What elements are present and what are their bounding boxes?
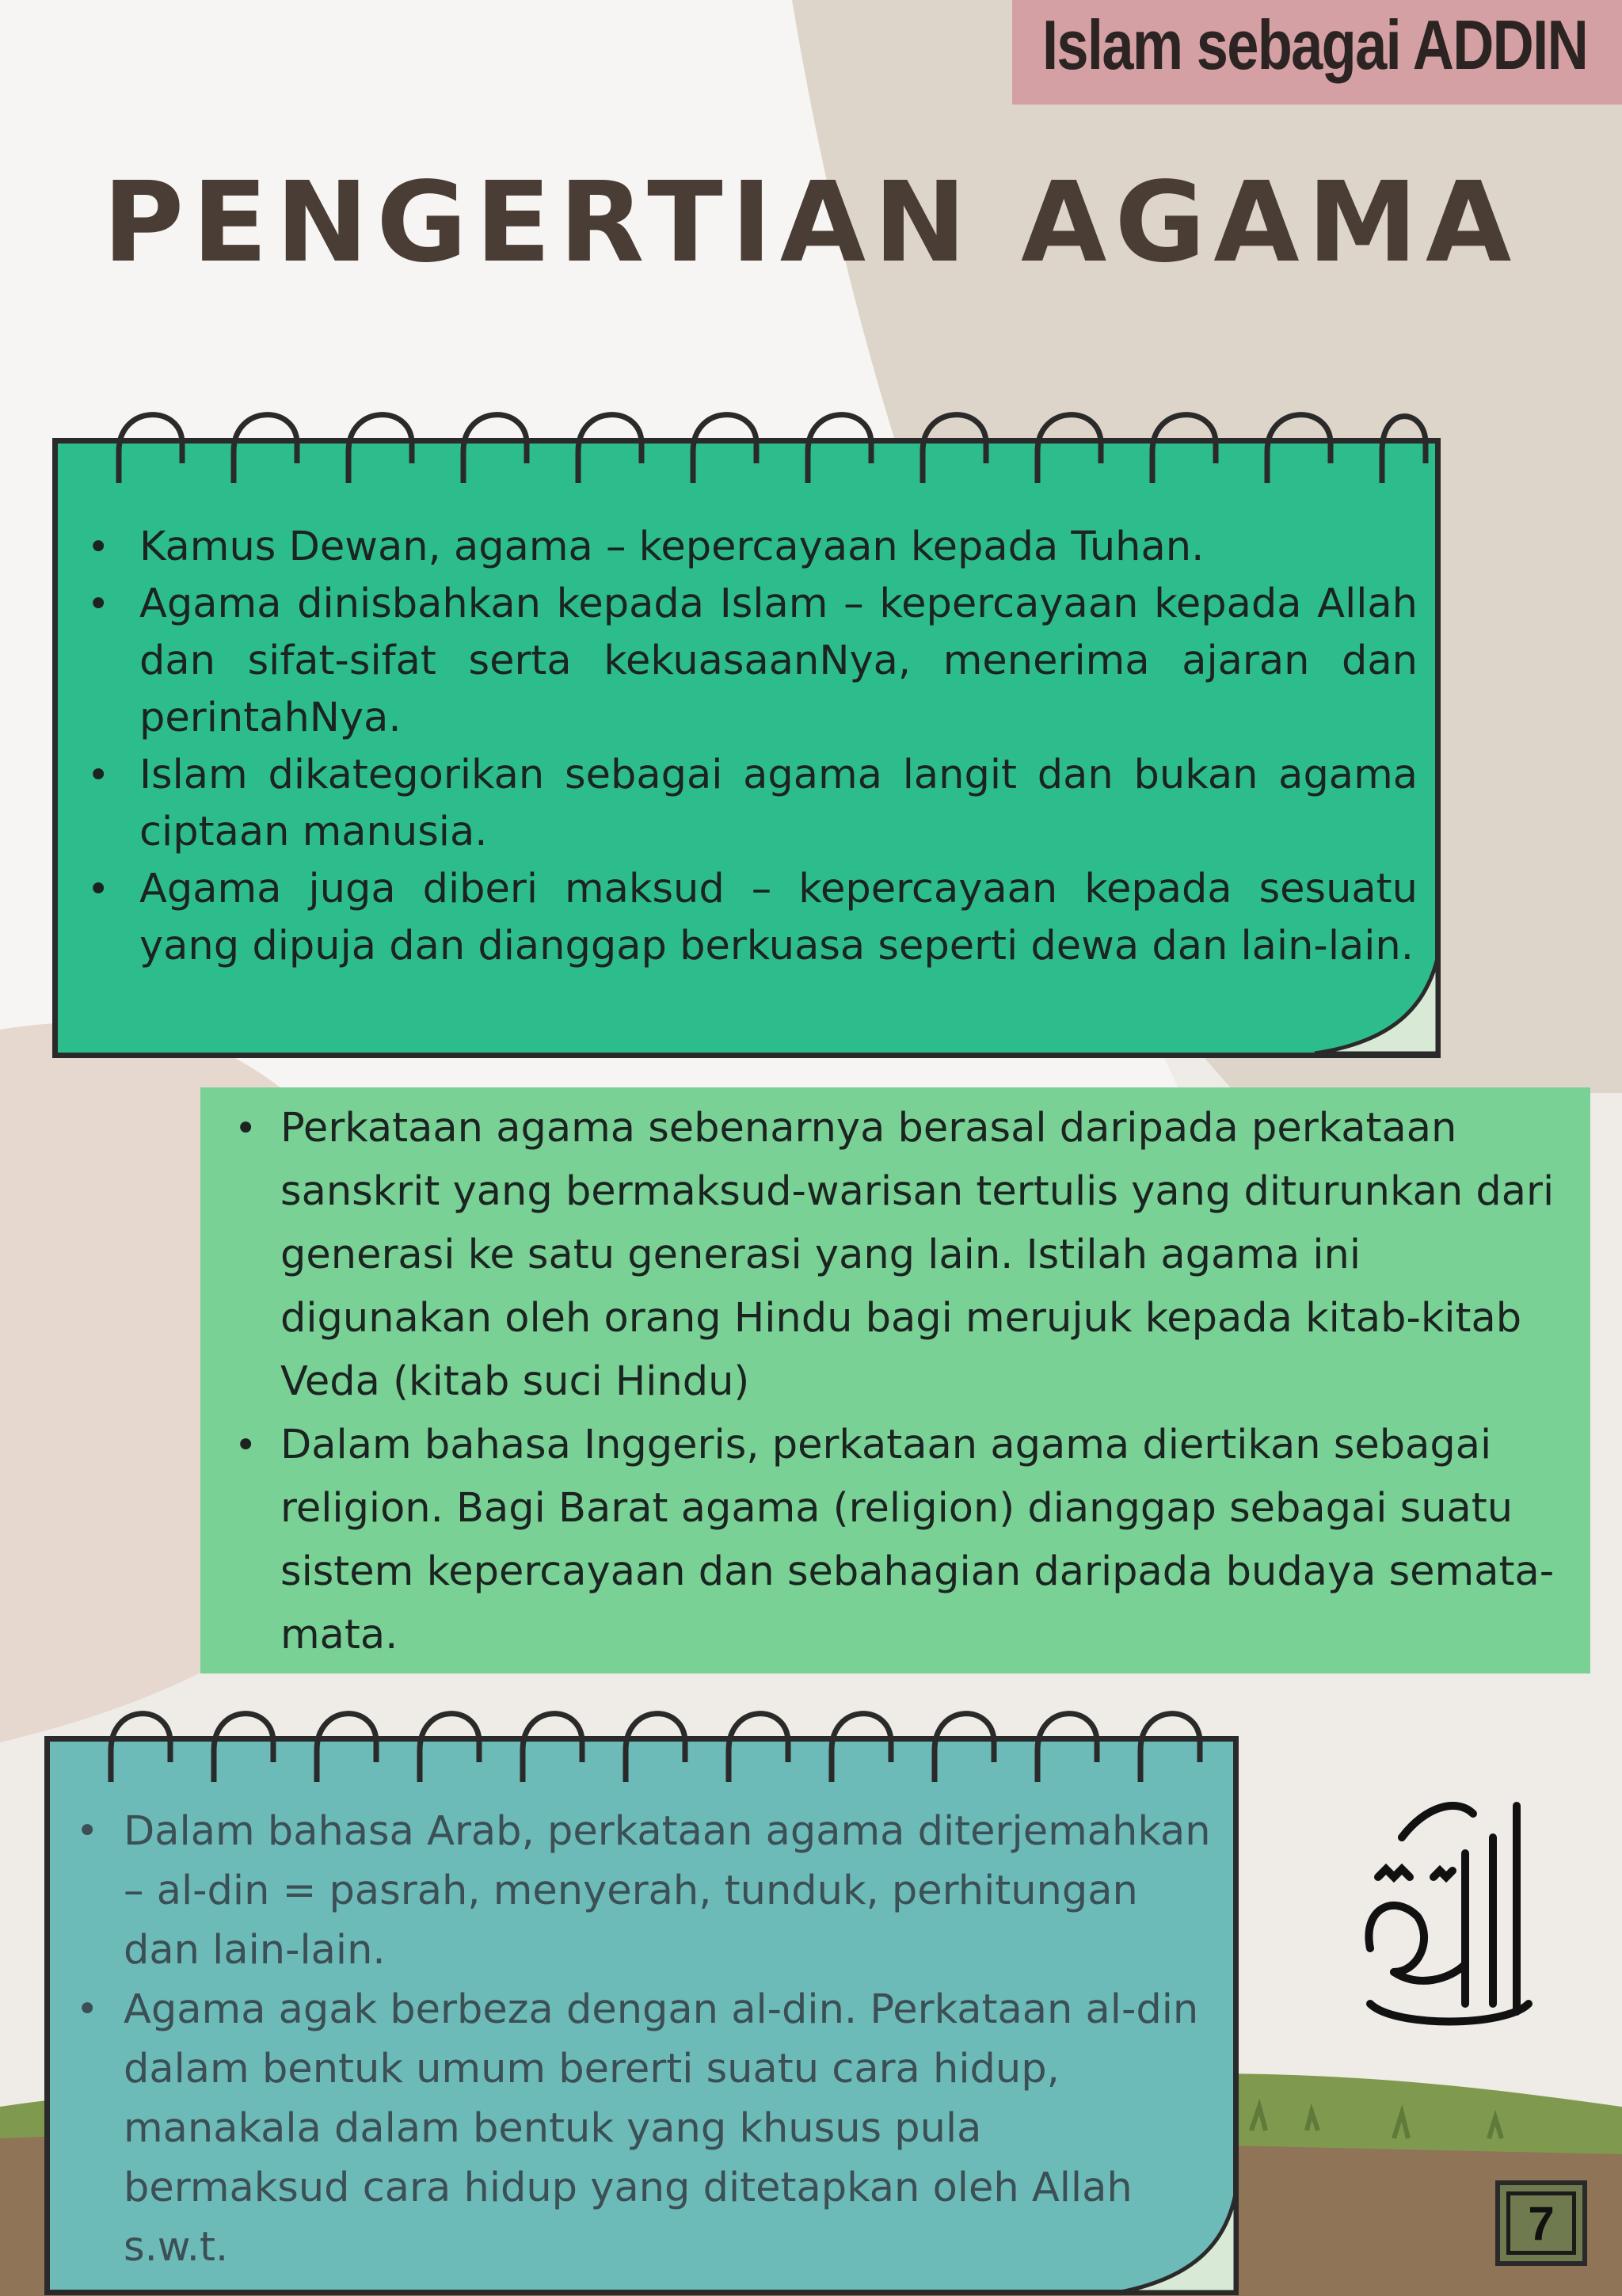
- header-tag-label: Islam sebagai ADDIN: [1041, 6, 1587, 84]
- spiral-rings-bottom: [87, 1695, 1259, 1798]
- list-item: • Kamus Dewan, agama – kepercayaan kepada Tuhan.: [87, 519, 1418, 576]
- spiral-rings-top: [95, 396, 1441, 499]
- page-title: PENGERTIAN AGAMA: [102, 158, 1520, 287]
- box2-list: [234, 1097, 1565, 1667]
- note3-list: [76, 1802, 1216, 2277]
- list-item: • Islam dikategorikan sebagai agama langit dan bukan agama ciptaan manusia.: [87, 747, 1418, 861]
- page-number-box: [1495, 2180, 1587, 2266]
- list-item: • Agama juga diberi maksud – kepercayaan kepada sesuatu yang dipuja dan dianggap berkuasa seperti dewa dan lain-lain.: [87, 861, 1418, 975]
- list-item: • Agama dinisbahkan kepada Islam – kepercayaan kepada Allah dan sifat-sifat serta kekuasaanNya, menerima ajaran dan perintahNya.: [87, 576, 1418, 747]
- note1-list: [87, 519, 1418, 975]
- page-number: 7: [1506, 2191, 1576, 2255]
- list-item: • Dalam bahasa Arab, perkataan agama diterjemahkan – al-din = pasrah, menyerah, tunduk, perhitungan dan lain-lain.: [76, 1802, 1216, 1980]
- list-item: • Perkataan agama sebenarnya berasal daripada perkataan sanskrit yang bermaksud-warisan tertulis yang diturunkan dari generasi ke satu generasi yang lain. Istilah agama ini digunakan oleh orang Hindu bagi merujuk kepada kitab-kitab Veda (kitab suci Hindu): [234, 1097, 1565, 1414]
- allah-calligraphy-icon: [1346, 1790, 1544, 2043]
- list-item: • Agama agak berbeza dengan al-din. Perkataan al-din dalam bentuk umum bererti suatu cara hidup, manakala dalam bentuk yang khusus pula bermaksud cara hidup yang ditetapkan oleh Allah s.w.t.: [76, 1980, 1216, 2277]
- header-tag: [1012, 0, 1622, 105]
- page-curl-1: [1299, 958, 1441, 1058]
- list-item: • Dalam bahasa Inggeris, perkataan agama diertikan sebagai religion. Bagi Barat agama (religion) dianggap sebagai suatu sistem kepercayaan dan sebahagian daripada budaya semata-mata.: [234, 1414, 1565, 1667]
- page-curl-3: [1109, 2194, 1239, 2295]
